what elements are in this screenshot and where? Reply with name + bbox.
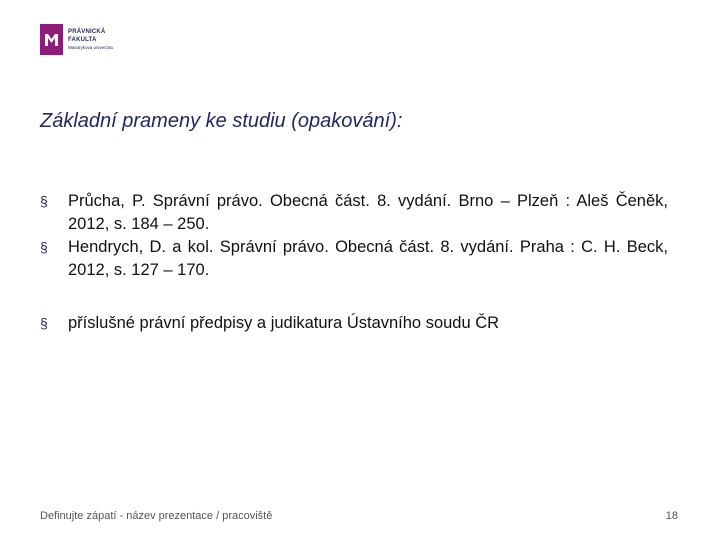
university-emblem-icon xyxy=(40,24,63,55)
bullet-item-hendrych xyxy=(40,236,668,282)
section-bullet-icon: § xyxy=(40,239,48,255)
logo-line-faculty-type: PRÁVNICKÁ xyxy=(68,29,106,35)
faculty-logo xyxy=(40,24,113,55)
bullet-list xyxy=(40,190,668,335)
slide-title: Základní prameny ke studiu (opakování): xyxy=(40,110,403,132)
bullet-text: Hendrych, D. a kol. Správní právo. Obecná část. 8. vydání. Praha : C. H. Beck, 2012, s. 127 – 170. xyxy=(68,238,668,279)
footer-text: Definujte zápatí - název prezentace / pracoviště xyxy=(40,510,273,522)
bullet-text: Průcha, P. Správní právo. Obecná část. 8. vydání. Brno – Plzeň : Aleš Čeněk, 2012, s. 184 – 250. xyxy=(68,192,668,233)
section-bullet-icon: § xyxy=(40,315,48,331)
page-number: 18 xyxy=(665,510,678,522)
logo-line-university: Masarykova univerzita xyxy=(68,45,113,50)
bullet-item-pruchа xyxy=(40,190,668,236)
bullet-item-predpisy xyxy=(40,312,668,335)
logo-text xyxy=(68,28,113,51)
logo-line-faculty: FAKULTA xyxy=(68,37,97,43)
bullet-text: příslušné právní předpisy a judikatura Ústavního soudu ČR xyxy=(68,314,500,332)
section-bullet-icon: § xyxy=(40,193,48,209)
spacer xyxy=(40,282,668,312)
